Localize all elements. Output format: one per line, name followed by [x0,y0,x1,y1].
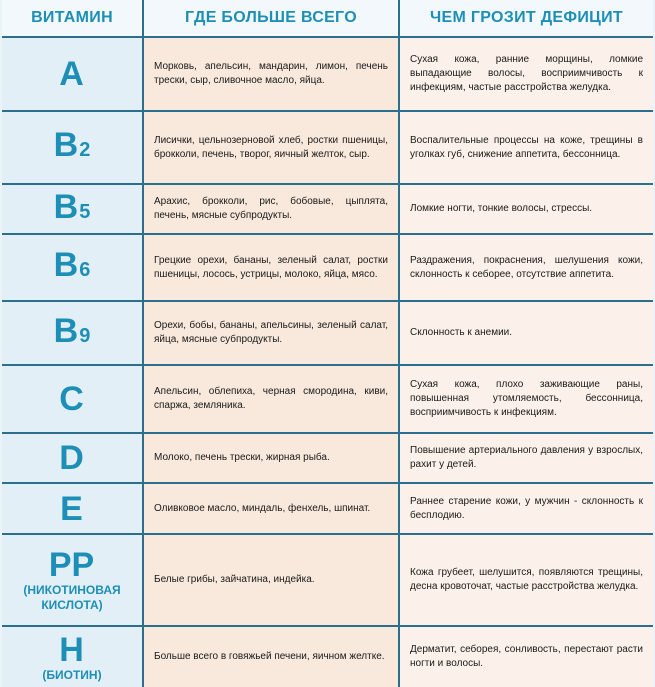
table-row [2,38,653,112]
table-row [2,235,653,302]
vitamin-name-cell [2,535,142,627]
vitamin-table [2,0,653,687]
deficit-cell: Сухая кожа, ранние морщины, ломкие выпадающие волосы, восприимчивость к инфекциям, частые расстройства желудка. [398,38,653,112]
deficit-cell: Склонность к анемии. [398,302,653,366]
header-vitamin: ВИТАМИН [2,0,142,38]
vitamin-subscript: 6 [79,259,91,281]
vitamin-letter: H [59,630,84,669]
table-row [2,366,653,434]
table-header-row [2,0,653,38]
table-row [2,484,653,535]
sources-cell: Лисички, цельнозерновой хлеб, ростки пшеницы, брокколи, печень, творог, яичный желток, сыр. [142,112,398,185]
sources-cell: Арахис, брокколи, рис, бобовые, цыплята, печень, мясные субпродукты. [142,185,398,235]
vitamin-letter: A [59,55,84,93]
vitamin-subscript: 2 [79,139,91,161]
sources-cell: Оливковое масло, миндаль, фенхель, шпинат. [142,484,398,535]
table-row [2,434,653,484]
deficit-cell: Раннее старение кожи, у мужчин - склонность к бесплодию. [398,484,653,535]
vitamin-name-cell [2,112,142,185]
sources-cell: Орехи, бобы, бананы, апельсины, зеленый салат, яйца, мясные субпродукты. [142,302,398,366]
sources-cell: Морковь, апельсин, мандарин, лимон, печень трески, сыр, сливочное масло, яйца. [142,38,398,112]
deficit-cell: Дерматит, себорея, сонливость, перестают расти ногти и волосы. [398,627,653,687]
vitamin-name-cell [2,627,142,687]
vitamin-subscript: 5 [79,200,91,223]
deficit-cell: Ломкие ногти, тонкие волосы, стрессы. [398,185,653,235]
sources-cell: Больше всего в говяжьей печени, яичном желтке. [142,627,398,687]
vitamin-alias: (НИКОТИНОВАЯ КИСЛОТА) [23,583,121,612]
vitamin-letter: E [60,489,83,528]
vitamin-letter: B [53,126,79,164]
header-deficit: ЧЕМ ГРОЗИТ ДЕФИЦИТ [398,0,653,38]
vitamin-letter: B [53,311,79,350]
table-row [2,302,653,366]
vitamin-alias: (БИОТИН) [42,667,102,682]
vitamin-name-cell [2,484,142,535]
vitamin-letter: B [53,246,79,284]
table-row [2,535,653,627]
sources-cell: Грецкие орехи, бананы, зеленый салат, ростки пшеницы, лосось, устрицы, молоко, яйца, мясо. [142,235,398,302]
deficit-cell: Раздражения, покраснения, шелушения кожи, склонность к себорее, отсутствие аппетита. [398,235,653,302]
vitamin-letter: PP [48,546,95,584]
deficit-cell: Повышение артериального давления у взрослых, рахит у детей. [398,434,653,484]
vitamin-subscript: 9 [79,324,91,347]
sources-cell: Молоко, печень трески, жирная рыба. [142,434,398,484]
deficit-cell: Кожа грубеет, шелушится, появляются трещины, десна кровоточат, частые расстройства желудка. [398,535,653,627]
sources-cell: Апельсин, облепиха, черная смородина, киви, спаржа, земляника. [142,366,398,434]
vitamin-letter: D [59,439,84,477]
vitamin-name-cell [2,434,142,484]
table-row [2,185,653,235]
vitamin-letter: B [53,187,79,226]
vitamin-name-cell [2,302,142,366]
deficit-cell: Воспалительные процессы на коже, трещины в уголках губ, снижение аппетита, бессонница. [398,112,653,185]
vitamin-name-cell [2,185,142,235]
table-row [2,112,653,185]
vitamin-letter: C [59,380,84,418]
vitamin-name-cell [2,235,142,302]
sources-cell: Белые грибы, зайчатина, индейка. [142,535,398,627]
table-row [2,627,653,687]
vitamin-name-cell [2,366,142,434]
deficit-cell: Сухая кожа, плохо заживающие раны, повышенная утомляемость, бессонница, восприимчивость к инфекциям. [398,366,653,434]
vitamin-name-cell [2,38,142,112]
header-sources: ГДЕ БОЛЬШЕ ВСЕГО [142,0,398,38]
